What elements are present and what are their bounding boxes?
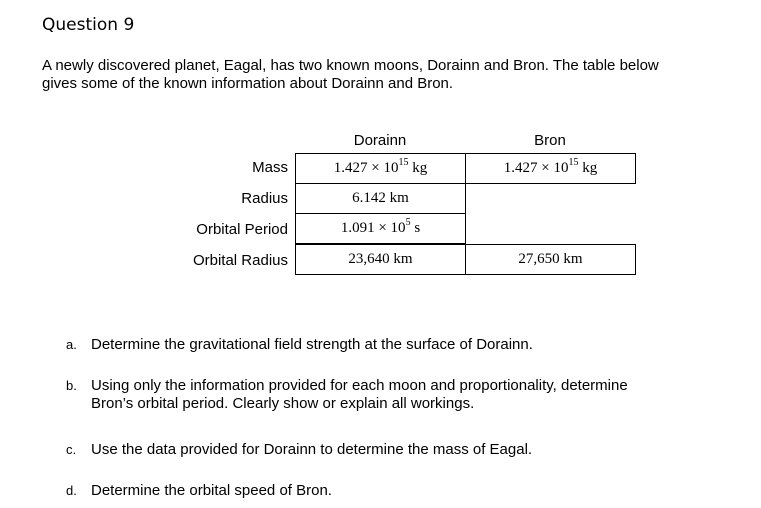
column-header-bron: Bron: [534, 132, 566, 149]
cell-bron-mass: $1.427 \times 10^{15}$ kg: [465, 153, 636, 184]
question-letter: a.: [66, 337, 77, 352]
question-letter: b.: [66, 378, 77, 393]
intro-line-2: gives some of the known information about Dorainn and Bron.: [42, 75, 454, 92]
cell-dorainn-orbital-radius: 23,640 km: [295, 244, 466, 275]
cell-dorainn-mass: $1.427 \times 10^{15}$ kg: [295, 153, 466, 184]
row-label-orbital-period: Orbital Period: [196, 221, 288, 238]
question-text: Determine the orbital speed of Bron.: [91, 482, 332, 499]
question-letter: c.: [66, 442, 77, 457]
question-a: [66, 336, 533, 354]
question-letter: d.: [66, 483, 77, 498]
question-heading: Question 9: [42, 15, 135, 35]
row-label-orbital-radius: Orbital Radius: [192, 252, 288, 269]
question-text: Bron’s orbital period. Clearly show or explain all workings.: [91, 395, 475, 412]
row-label-radius: Radius: [241, 190, 288, 207]
question-b: [66, 377, 628, 413]
row-label-mass: Mass: [252, 159, 288, 176]
cell-dorainn-orbital-period: $1.091 \times 10^5$ s: [295, 213, 466, 244]
question-text: Determine the gravitational field strength at the surface of Dorainn.: [91, 336, 533, 353]
question-d: [66, 482, 332, 500]
intro-line-1: A newly discovered planet, Eagal, has two known moons, Dorainn and Bron. The table below: [42, 57, 659, 74]
question-text: Using only the information provided for each moon and proportionality, determine: [91, 377, 628, 394]
question-text: Use the data provided for Dorainn to determine the mass of Eagal.: [91, 441, 533, 458]
cell-dorainn-radius: 6.142 km: [295, 183, 466, 214]
column-header-dorainn: Dorainn: [353, 132, 407, 149]
cell-bron-orbital-radius: 27,650 km: [465, 244, 636, 275]
question-c: [66, 441, 532, 459]
